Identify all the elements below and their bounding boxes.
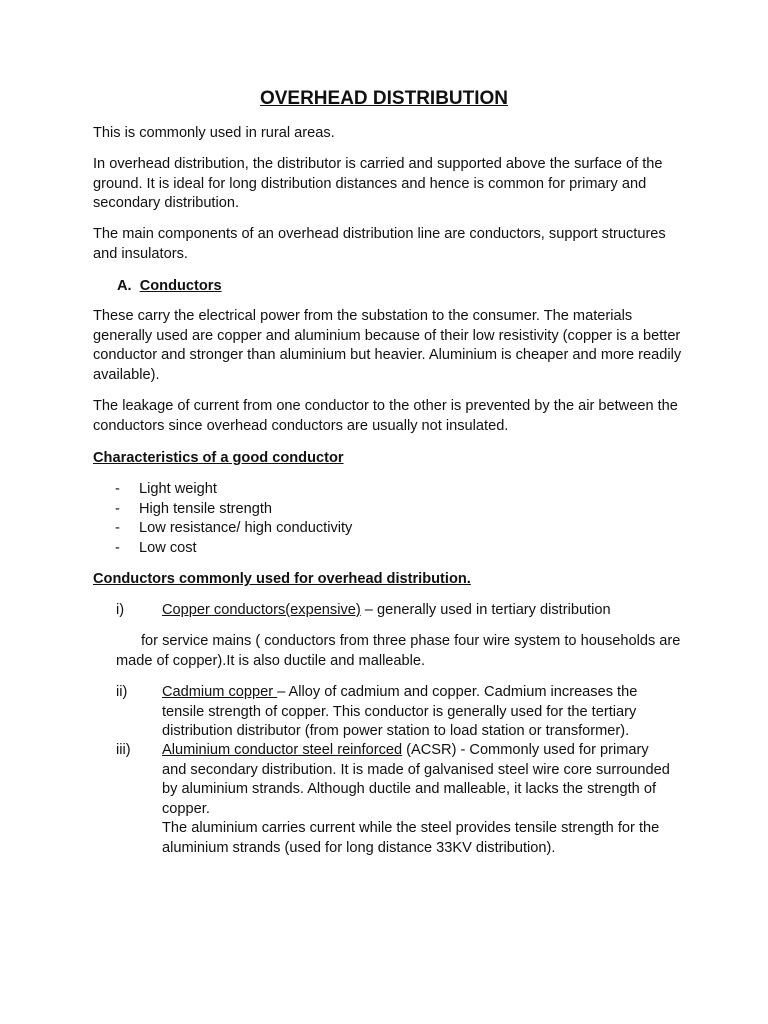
conductors-heading: Conductors commonly used for overhead distribution. bbox=[93, 571, 471, 587]
item-text: (ACSR) - Commonly used for primary and secondary distribution. It is made of galvanised steel wire core surrounded by aluminium strands. Although ductile and malleable, it lacks the strength of copper. bbox=[162, 742, 670, 817]
list-item: - High tensile strength bbox=[115, 500, 273, 517]
paragraph-leakage: The leakage of current from one conductor to the other is prevented by the air between the conductors since overhead conductors are usually not insulated. bbox=[93, 398, 678, 434]
page-title: OVERHEAD DISTRIBUTION bbox=[259, 88, 509, 109]
conductor-item-acsr bbox=[116, 741, 676, 858]
item-text: – Alloy of cadmium and copper. Cadmium increases the tensile strength of copper. This conductor is generally used for the tertiary distribution distributor (from power station to load station or transformer). bbox=[162, 684, 638, 739]
list-item: - Low resistance/ high conductivity bbox=[115, 520, 353, 536]
item-number: iii) bbox=[116, 742, 131, 758]
characteristics-list bbox=[115, 480, 352, 558]
item-label: Aluminium conductor steel reinforced bbox=[162, 742, 403, 758]
item-extra: The aluminium carries current while the steel provides tensile strength for the aluminium strands (used for long distance 33KV distribution). bbox=[162, 820, 660, 856]
item-number: ii) bbox=[116, 684, 128, 700]
list-item: - Light weight bbox=[115, 481, 217, 497]
item-label: Copper conductors(expensive) bbox=[162, 602, 361, 618]
characteristics-heading: Characteristics of a good conductor bbox=[93, 450, 344, 466]
item-label: Cadmium copper bbox=[162, 684, 278, 700]
section-a-heading bbox=[117, 277, 707, 297]
item-number: i) bbox=[116, 602, 125, 618]
copper-continuation: for service mains ( conductors from three phase four wire system to households are made of copper).It is also ductile and malleable. bbox=[116, 633, 681, 669]
section-a-title: Conductors bbox=[139, 278, 222, 294]
paragraph-components: The main components of an overhead distribution line are conductors, support structures and insulators. bbox=[93, 226, 666, 262]
paragraph-conductors: These carry the electrical power from the substation to the consumer. The materials generally used are copper and aluminium because of their low resistivity (copper is a better conductor and stronger than aluminium but heavier. Aluminium is cheaper and more readily available). bbox=[93, 308, 682, 383]
intro-text: This is commonly used in rural areas. bbox=[93, 125, 335, 141]
section-a-marker: A. bbox=[117, 278, 132, 294]
conductor-item-copper bbox=[116, 601, 676, 621]
list-item: - Low cost bbox=[115, 539, 197, 556]
item-text: – generally used in tertiary distribution bbox=[360, 602, 611, 618]
conductor-item-cadmium bbox=[116, 683, 676, 742]
paragraph-overhead: In overhead distribution, the distributor is carried and supported above the surface of the ground. It is ideal for long distribution distances and hence is common for primary and secondary distribution. bbox=[93, 156, 663, 211]
